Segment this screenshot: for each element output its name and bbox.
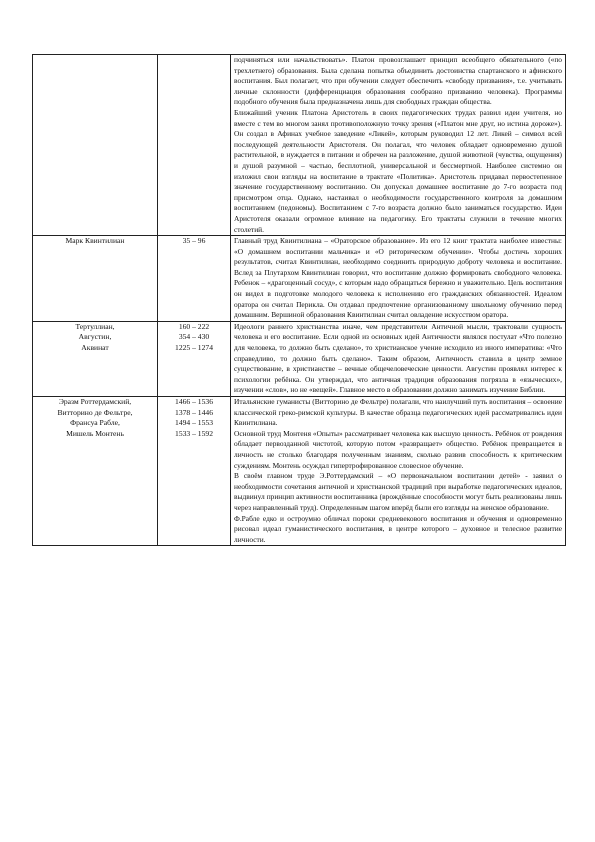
description-paragraph: Итальянские гуманисты (Витторино де Фельтре) полагали, что наилучший путь воспитания – освоение классической греко-римской культуры. В качестве образца педагогических идей рассматривались идеи Квинтилиана. <box>234 397 562 428</box>
years-cell <box>158 321 231 396</box>
description-paragraph: Главный труд Квинтилиана – «Ораторское образование». Из его 12 книг трактата наиболее известны: «О домашнем воспитании мальчика» и «О риторическом обучении». Чтобы достичь хороших результатов, считал Квинтилиан, необходимо соединить природную доброту человека и воспитание. Вслед за Плутархом Квинтилиан говорил, что воспитание должно формировать свободного человека. Ребенок – «драгоценный сосуд», с которым надо обращаться бережно и уважительно. Цель воспитания он видел в подготовке молодого человека к исполнению его гражданских обязанностей. Идеалом оратора он считал Перикла. Он отдавал предпочтение организованному школьному обучению перед домашним. Вершиной образования Квинтилиан считал овладение искусством оратора. <box>234 236 562 320</box>
table-row <box>33 236 566 322</box>
person-name: Эразм Роттердамский, <box>58 397 132 406</box>
description-cell <box>231 321 566 396</box>
description-paragraph: Ближайший ученик Платона Аристотель в своих педагогических трудах развил идеи учителя, но вместе с тем во многом занял противоположную точку зрения («Платон мне друг, но истина дороже»). Он создал в Афинах учебное заведение «Ликей», которым руководил 12 лет. Ликей – символ всей последующей деятельности Аристотеля. Он полагал, что человек обладает одновременно душой растительной, в нуждается в питании и обречен на разложение, душой животной (чувства, ощущения) и душой разумной – частью, бесплотной, универсальной и бессмертной. Наиболее системно он изложил свои взгляды на воспитание в трактате «Политика». Аристотель придавал первостепенное значение государственному воспитанию. Он допускал домашнее воспитание до 7-го возраста под присмотром отца. Однако, настаивал о необходимости государственного контроля за домашним воспитанием (педономы). Воспитанием с 7-го возраста должно было заниматься государство. Идеи Аристотеля оказали огромное влияние на педагогику. Его трактаты служили в течение многих столетий. <box>234 107 562 234</box>
years-cell <box>158 397 231 546</box>
description-paragraph: Основной труд Монтеня «Опыты» рассматривает человека как высшую ценность. Ребёнок от рождения обладает первозданной чистотой, которую потом «развращает» общество. Ребёнок превращается в личность не столько благодаря полученным знаниям, сколько развив способность к критическим суждениям. Монтень осуждал гипертрофированное словесное обучение. <box>234 428 562 470</box>
years-cell <box>158 55 231 236</box>
life-years: 1533 – 1592 <box>175 428 213 438</box>
history-table <box>32 54 566 546</box>
life-years: 354 – 430 <box>178 332 210 342</box>
description-paragraph: В своём главном труде Э.Роттердамский – «О первоначальном воспитании детей» - заявил о необходимости сочетания античной и христианской традиций при выработке педагогических идеалов, выдвинул принцип активности воспитанника (врождённые способности могут быть реализованы лишь через направленный труд). Определенным шагом вперёд были его взгляды на женское образование. <box>234 471 562 512</box>
description-cell <box>231 55 566 236</box>
years-cell <box>158 236 231 322</box>
person-name-cell <box>33 55 158 236</box>
life-years: 35 – 96 <box>182 236 206 246</box>
person-name: Франсуа Рабле, <box>70 418 120 428</box>
table-row <box>33 397 566 546</box>
table-row <box>33 321 566 396</box>
person-name: Аквинат <box>81 343 109 353</box>
person-name: Витторино де Фельтре, <box>57 407 133 417</box>
description-paragraph: подчиняться или начальствовать». Платон провозглашает принцип всеобщего обязательного («по трехлетнего) образования. Была сделана попытка объединить достоинства спартанского и афинского воспитания. Был полагает, что при обучении следует обеспечить «свободу призвания», т.е. учитывать личные склонности (дифференциация образования сообразно призванию человека). Программы подобного обучения была предназначена лишь для свободных граждан общества. <box>234 55 562 107</box>
description-paragraph: Ф.Рабле едко и остроумно обличал пороки средневекового воспитания и обучения и одновременно рисовал идеал гуманистического воспитания, в центре которого – духовное и телесное развитие личности. <box>234 513 562 544</box>
person-name: Августин, <box>78 332 112 342</box>
person-name-cell <box>33 321 158 396</box>
person-name: Марк Квинтилиан <box>65 236 125 246</box>
life-years: 1378 – 1446 <box>175 407 213 417</box>
description-paragraph: Идеологи раннего христианства иначе, чем представители Античной мысли, трактовали сущность человека и его воспитание. Если одной из основных идей Античности являлся постулат «Что полезно для человека, то должно быть сделано», то христианское учение исходило из иного императива: «Что справедливо, то должно быть сделано». Таким образом, Античность ставила в центр земное существование, в христианстве – вечные общечеловеческие ценности. Августин проявлял интерес к психологии ребёнка. Он утверждал, что античная традиция образования погрязла в «языческих», изучении «слов», но не «вещей». Главное место в образовании должно занимать изучение Библии. <box>234 321 562 395</box>
person-name-cell <box>33 236 158 322</box>
description-cell <box>231 236 566 322</box>
life-years: 160 – 222 <box>178 321 210 331</box>
person-name-cell <box>33 397 158 546</box>
life-years: 1494 – 1553 <box>175 418 213 428</box>
life-years: 1466 – 1536 <box>175 397 213 406</box>
person-name: Тертуллиан, <box>75 321 115 331</box>
person-name: Мишель Монтень <box>66 428 124 438</box>
life-years: 1225 – 1274 <box>175 343 213 353</box>
history-table-body <box>33 55 566 546</box>
table-row <box>33 55 566 236</box>
description-cell <box>231 397 566 546</box>
